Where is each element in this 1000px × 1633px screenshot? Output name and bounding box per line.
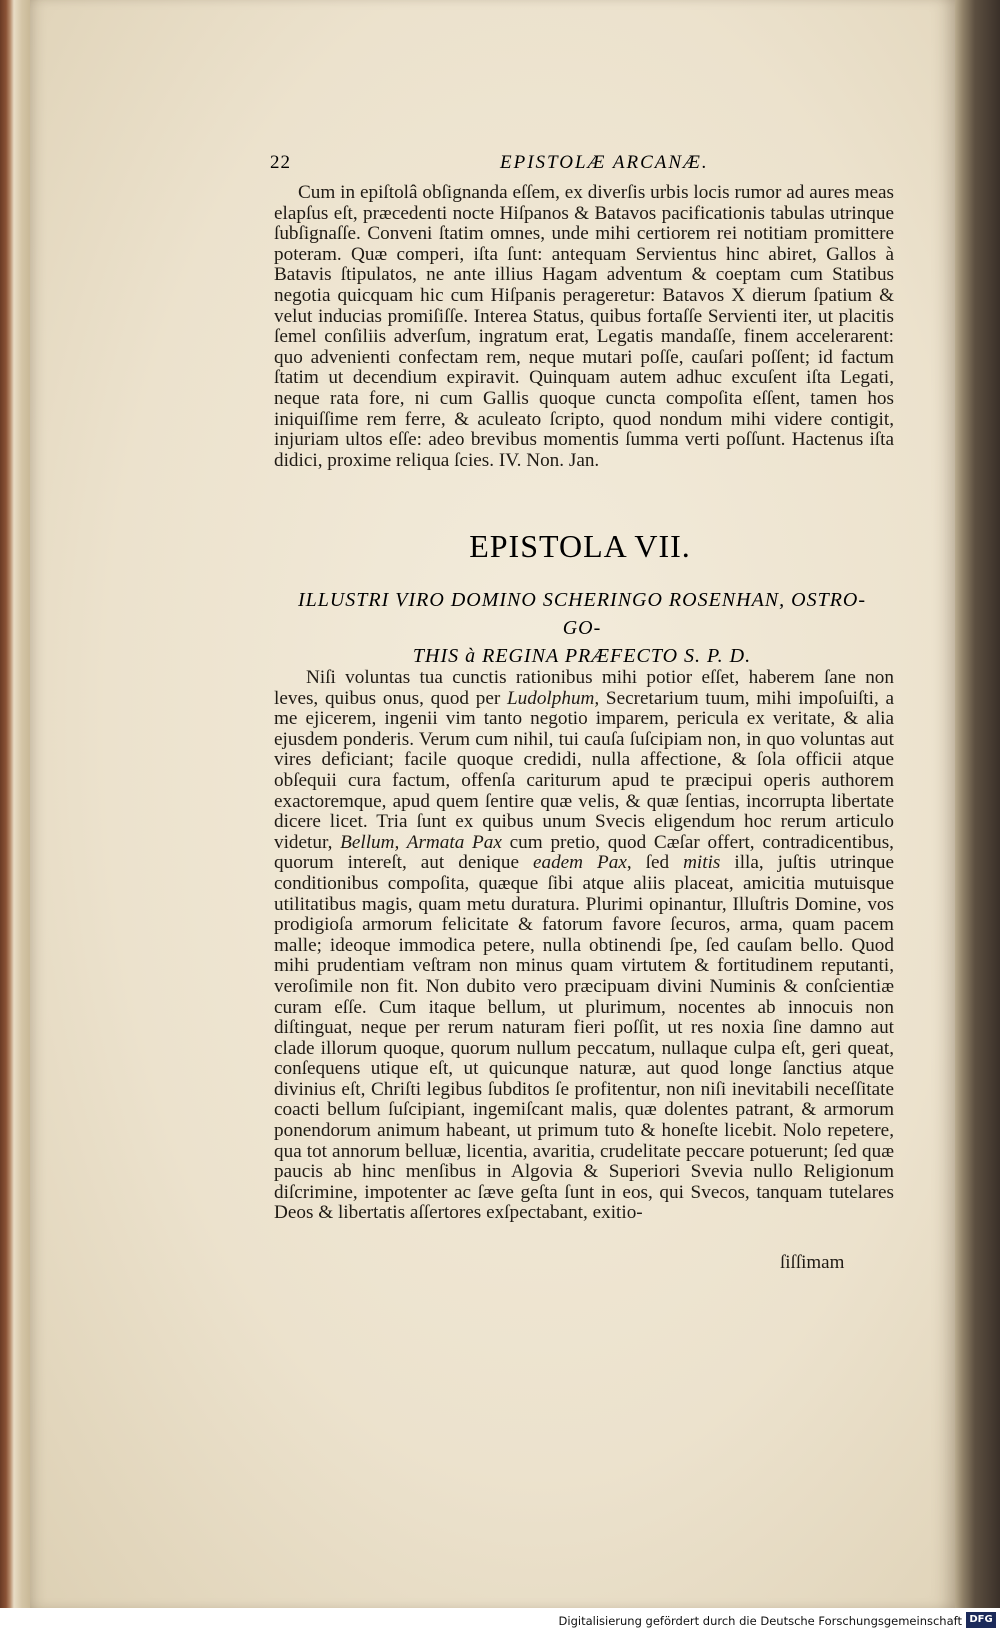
running-title: EPISTOLÆ ARCANÆ. [500, 152, 709, 173]
italic-term: mitis [683, 852, 721, 874]
address-line-1: ILLUSTRI VIRO DOMINO SCHERINGO ROSENHAN, OSTRO-GO- [297, 589, 867, 639]
paragraph-text: cum pretio, quod Cæſar offert, contradicentibus, quorum intereſt, aut denique [274, 831, 894, 874]
italic-term: eadem Pax [532, 852, 627, 874]
gutter-shadow [955, 0, 1000, 1608]
address-line-2: THIS à REGINA PRÆFECTO S. P. D. [412, 645, 752, 667]
paragraph-text: Niſi voluntas tua cunctis rationibus mihi potior eſſet, haberem ſane non leves, quibus onus, quod per [274, 667, 894, 709]
paragraph-text: , ſed [626, 852, 684, 874]
running-head [270, 148, 890, 174]
epistle-heading: EPISTOLA VII. [469, 528, 691, 564]
paragraph-letter-end: Cum in epiſtolâ obſignanda eſſem, ex diverſis urbis locis rumor ad aures meas elapſus eſt, præcedenti nocte Hiſpanos & Batavos pacificationis tabulas utrinque ſubſignaſſe. Conveni ſtatim omnes, unde mihi certiorem rei notitiam promittere poteram. Quæ comperi, iſta ſunt: antequam Servientus hinc abiret, Gallos à Batavis ſtipulatos, ne ante illius Hagam adventum & coeptam cum Statibus negotia quicquam hic cum Hiſpanis perageretur: Batavos X dierum ſpatium & velut inducias promiſiſſe. Interea Status, quibus fortaſſe Servienti iter, ut placitis ſemel conſiliis adverſum, ingratum erat, Legatis mandaſſe, finem accelerarent: quo advenienti confectam rem, neque mutari poſſe, cauſari poſſent; id factum ſtatim ut decendium expiravit. Quinquam autem adhuc excuſent iſta Legati, neque rata fore, ni cum Gallis quoque cuncta compoſita eſſent, tamen hos iniquiſſime rem ferre, & aculeato ſcripto, quod nondum mihi videre contigit, injuriam ultos eſſe: adeo brevibus momentis ſumma verti poſſunt. Hactenus iſta didici, proxime reliqua ſcies. IV. Non. Jan. [274, 182, 894, 471]
italic-name: Ludolphum, [506, 687, 600, 709]
book-edge [0, 0, 30, 1608]
italic-term: Bellum, Armata Pax [340, 831, 502, 853]
catchword: ſiſſimam [780, 1252, 845, 1273]
page-number: 22 [270, 152, 291, 173]
funding-credit: Digitalisierung gefördert durch die Deutsche Forschungsgemeinschaft [558, 1614, 962, 1628]
paragraph-text: illa, juſtis utrinque conditionibus compoſita, quæque ſibi atque aliis placeat, amicitia mutuisque utilitatibus magis, quam metu duratura. Plurimi opinantur, Illuſtris Domine, vos prodigioſa armorum felicitate & fatorum favore ſecuros, arma, quam pacem malle; ideoque immodica petere, nulla obtinendi ſpe, ſed cauſam bello. Quod mihi prudentiam veſtram non minus quam virtutem & fortitudinem reputanti, veroſimile non fit. Non dubito vero præcipuam divini Numinis & conſcientiæ curam eſſe. Cum itaque bellum, ut plurimum, nocentes ab innocuis non diſtinguat, neque per rerum naturam fieri poſſit, ut res noxia ſine damno aut clade illorum quoque, quorum nullum peccatum, nullaque culpa eſt, geri queat, conſequens utique eſt, ut quicunque naturæ, aut quod longe ſanctius atque divinius eſt, Chriſti legibus ſubditos ſe profitentur, non niſi inevitabili neceſſitate coacti bellum ſuſcipiant, ingemiſcant malis, quæ dolentes patrant, & armorum ponendorum animum habeant, ut primum tuto & honeſte licebit. Nolo repetere, qua tot annorum belluæ, licentia, avaritia, crudelitate peccare potuerunt; ſed quæ paucis ab hinc menſibus in Algovia & Superiori Svevia nullo Religionum diſcrimine, impotenter ac ſæve geſta ſunt in eos, qui Svecos, tanquam tutelares Deos & libertatis aſſertores exſpectabant, exitio- [274, 852, 894, 1224]
paragraph-text: Secretarium tuum, mihi impoſuiſti, a me ejicerem, ingenii vim tanto negotio imparem, pericula ex veritate, & alia ejusdem ponderis. Verum cum nihil, tui cauſa ſuſcipiam non, in quo voluntas aut vires deficiant; facile quoque credidi, nulla affectione, & ſola officii atque obſequii cura factum, offenſa cariturum apud te præcipui operis authorem exactoremque, apud quem ſentire quæ velis, & quæ ſentias, incorrupta libertate dicere licet. Tria ſunt ex quibus unum Svecis eligendum hoc rerum articulo videtur, [274, 687, 894, 853]
footer-bar [0, 1608, 1000, 1633]
address-heading [282, 586, 882, 670]
dfg-logo: DFG [966, 1612, 996, 1628]
paragraph-letter-body [274, 668, 894, 1224]
